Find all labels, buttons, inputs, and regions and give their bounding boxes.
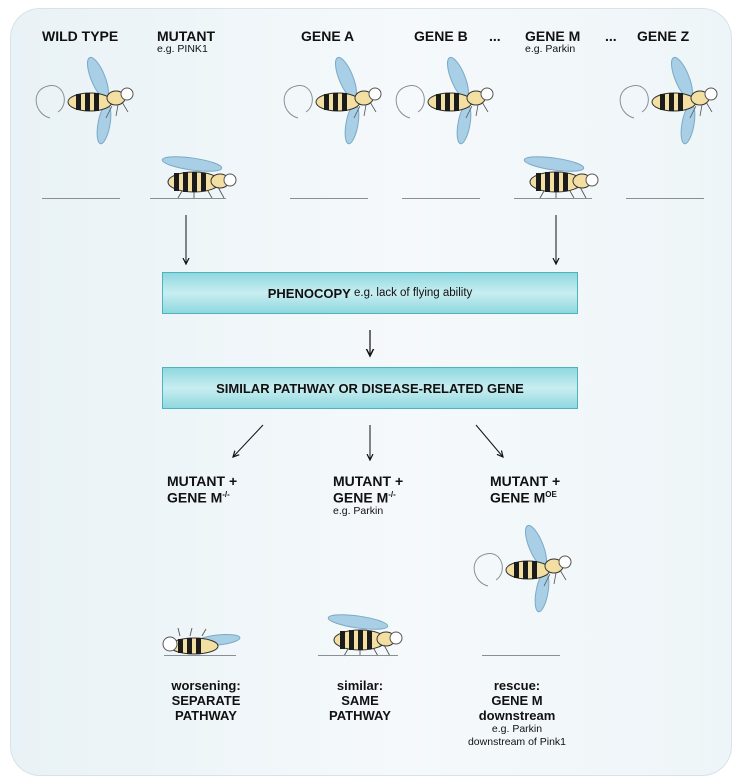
label-wild-type: WILD TYPE — [42, 28, 119, 44]
label-gene-b: GENE B — [414, 28, 468, 44]
label-mutant: MUTANT — [157, 28, 216, 44]
label-ellipsis-2: ... — [605, 28, 617, 44]
cross-center-line1: MUTANT + — [333, 473, 404, 489]
fly-rescue-flying — [478, 524, 578, 604]
outcome-worsening — [150, 678, 262, 723]
outcome-rescue-example-2: downstream of Pink1 — [467, 736, 567, 748]
outcome-similar-l1: similar: — [336, 678, 384, 693]
outcome-rescue-l1: rescue: — [493, 678, 541, 693]
outcome-similar-l3: PATHWAY — [329, 708, 391, 723]
label-gene-m-example: e.g. Parkin — [525, 43, 576, 55]
fly-worsening-down — [160, 626, 250, 658]
label-gene-m: GENE M — [525, 28, 581, 44]
phenocopy-example: e.g. lack of flying ability — [350, 287, 473, 299]
outcome-rescue-example-1: e.g. Parkin — [491, 723, 543, 735]
outcome-similar — [304, 678, 416, 723]
outcome-rescue-l2: GENE M — [491, 693, 543, 708]
ground-line — [164, 655, 236, 656]
cross-center-sup: -/- — [388, 490, 396, 499]
label-gene-z: GENE Z — [637, 28, 690, 44]
fly-same-pathway-standing — [318, 612, 408, 658]
cross-right-sup: OE — [545, 490, 557, 499]
outcome-worsening-l1: worsening: — [171, 678, 241, 693]
outcome-worsening-l3: PATHWAY — [175, 708, 237, 723]
similar-pathway-box: SIMILAR PATHWAY OR DISEASE-RELATED GENE — [162, 367, 578, 409]
outcome-similar-l2: SAME — [341, 693, 379, 708]
cross-right-gene: GENE M — [490, 489, 546, 506]
cross-center — [333, 474, 403, 505]
outcome-rescue — [452, 678, 582, 749]
cross-right-line1: MUTANT + — [490, 473, 561, 489]
arrow-left-diagonal — [233, 425, 263, 457]
label-gene-a: GENE A — [301, 28, 355, 44]
label-ellipsis-1: ... — [489, 28, 501, 44]
cross-left — [167, 474, 237, 505]
phenocopy-title: PHENOCOPY — [267, 285, 351, 301]
label-mutant-example: e.g. PINK1 — [157, 43, 208, 55]
cross-left-line1: MUTANT + — [167, 473, 238, 489]
outcome-worsening-l2: SEPARATE — [171, 693, 241, 708]
phenocopy-box — [162, 272, 578, 314]
cross-right — [490, 474, 560, 505]
cross-left-sup: -/- — [222, 490, 230, 499]
cross-left-gene: GENE M — [167, 489, 223, 506]
cross-center-example: e.g. Parkin — [333, 505, 384, 517]
cross-center-gene: GENE M — [333, 489, 389, 506]
arrow-right-diagonal — [476, 425, 503, 457]
outcome-rescue-l3: downstream — [478, 708, 556, 723]
ground-line — [482, 655, 560, 656]
ground-line — [318, 655, 398, 656]
